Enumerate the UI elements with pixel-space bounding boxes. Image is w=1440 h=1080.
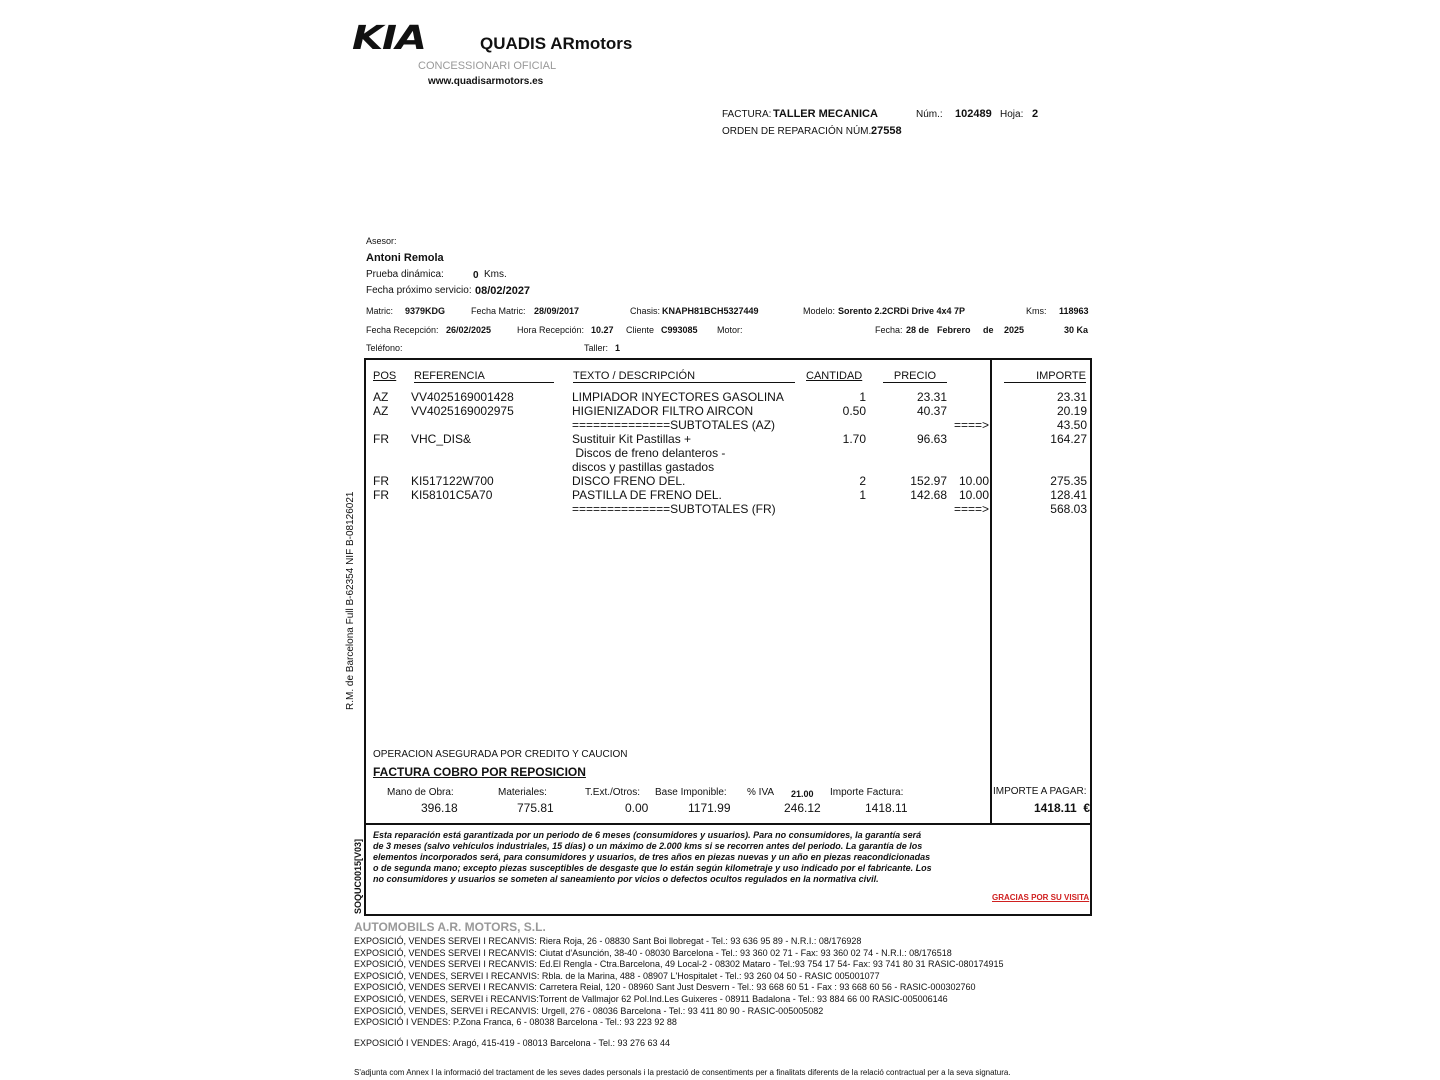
warranty-divider: [364, 823, 1092, 825]
row-ref: VV4025169002975: [411, 404, 514, 418]
subtotal-az-text: ==============SUBTOTALES (AZ): [572, 418, 776, 432]
side-code: SOQUC0015[V03]: [353, 838, 363, 914]
subtotal-fr-arrow: ====>: [953, 502, 989, 516]
warranty-line: Esta reparación está garantizada por un periodo de 6 meses (consumidores y usuarios). Para no consumidores, la garantía será: [373, 830, 922, 840]
operacion-text: OPERACION ASEGURADA POR CREDITO Y CAUCION: [373, 749, 628, 760]
frecep-value: 26/02/2025: [446, 325, 492, 335]
location-extra: EXPOSICIÓ I VENDES: Aragó, 415-419 - 08013 Barcelona - Tel.: 93 276 63 44: [354, 1038, 671, 1048]
row-texto: DISCO FRENO DEL.: [572, 474, 686, 488]
kms-value: 118963: [1059, 306, 1089, 316]
mano-value: 396.18: [421, 801, 458, 815]
dealer-sub: CONCESSIONARI OFICIAL: [418, 60, 557, 72]
row-precio: 23.31: [916, 390, 947, 404]
row-importe: 164.27: [1050, 432, 1087, 446]
company-name: AUTOMOBILS A.R. MOTORS, S.L.: [354, 920, 546, 934]
row-importe: 23.31: [1056, 390, 1087, 404]
row-pos: FR: [373, 488, 389, 502]
warranty-line: de 3 meses (salvo vehículos industriales, 15 días) o un máximo de 2.000 kms si se recorren antes del periodo. La garantía de los: [373, 841, 923, 851]
row-precio: 96.63: [916, 432, 947, 446]
side-registry: R.M. de Barcelona Full B-62354 NIF B-08126021: [345, 491, 356, 710]
row-texto: Sustituir Kit Pastillas +: [572, 432, 692, 446]
location-item: EXPOSICIÓ, VENDES SERVEI I RECANVIS: Carretera Reial, 120 - 08960 Sant Just Desvern - Tel.: 93 668 60 51 - Fax : 93 668 60 56 - RASIC-000302760: [354, 982, 976, 993]
subtotal-az-arrow: ====>: [953, 418, 989, 432]
hrecep-label: Hora Recepción:: [517, 325, 585, 335]
location-item: EXPOSICIÓ, VENDES SERVEI I RECANVIS: Ed.El Rengla - Ctra.Barcelona, 49 Local-2 - 08302 Mataro - Tel.:93 754 17 54- Fax: 93 741 80 31 RASIC-080174915: [354, 959, 1004, 970]
subtotal-fr-value: 568.03: [1050, 502, 1087, 516]
materiales-label: Materiales:: [498, 787, 547, 798]
fecha-code: 30 Ka: [1064, 325, 1089, 335]
row-pos: AZ: [373, 390, 389, 404]
subtotal-az-value: 43.50: [1056, 418, 1087, 432]
location-item: EXPOSICIÓ, VENDES, SERVEI i RECANVIS: Urgell, 276 - 08036 Barcelona - Tel.: 93 411 80 90 - RASIC-005005082: [354, 1005, 824, 1016]
kms-label: Kms:: [1026, 306, 1047, 316]
row-pos: AZ: [373, 404, 389, 418]
prueba-unit: Kms.: [484, 269, 507, 280]
asesor-name: Antoni Remola: [366, 252, 444, 264]
row-pos: FR: [373, 432, 389, 446]
row-cantidad: 1: [859, 390, 866, 404]
kia-logo: [352, 22, 458, 52]
header-precio: PRECIO: [883, 370, 947, 383]
num-label: Núm.:: [916, 109, 943, 120]
row-cantidad: 1.70: [842, 432, 866, 446]
row-texto: PASTILLA DE FRENO DEL.: [572, 488, 722, 502]
warranty-text: [373, 830, 932, 885]
fecha-month: Febrero: [937, 325, 971, 335]
header-ref: REFERENCIA: [414, 370, 554, 383]
row-ref: VV4025169001428: [411, 390, 514, 404]
location-item: EXPOSICIÓ I VENDES: P.Zona Franca, 6 - 08038 Barcelona - Tel.: 93 223 92 88: [354, 1017, 677, 1028]
location-item: EXPOSICIÓ, VENDES SERVEI I RECANVIS: Ciutat d'Asunción, 38-40 - 08030 Barcelona - Tel.: 93 360 02 71 - Fax: 93 360 02 74 - N.R.I.: 08/176518: [354, 947, 952, 958]
asesor-label: Asesor:: [366, 236, 397, 246]
row-pos: FR: [373, 474, 389, 488]
row-texto-cont: discos y pastillas gastados: [572, 460, 715, 474]
importe-divider: [990, 358, 992, 825]
hrecep-value: 10.27: [591, 325, 614, 335]
iva-pct: 21.00: [791, 789, 814, 799]
row-precio: 152.97: [910, 474, 947, 488]
row-importe: 275.35: [1050, 474, 1087, 488]
row-dto: 10.00: [958, 474, 989, 488]
header-pos: POS: [373, 370, 397, 382]
row-ref: KI517122W700: [411, 474, 494, 488]
telefono-label: Teléfono:: [366, 343, 403, 353]
prueba-value: 0: [473, 270, 479, 281]
fmatric-label: Fecha Matric:: [471, 306, 526, 316]
factura-label: FACTURA:: [722, 109, 772, 120]
row-precio: 142.68: [910, 488, 947, 502]
iva-label: % IVA: [747, 787, 775, 798]
proximo-value: 08/02/2027: [475, 285, 531, 297]
warranty-line: no consumidores y usuarios se someten al saneamiento por vicios o defectos ocultos regulados en la normativa civil.: [373, 874, 879, 884]
fecha-de: de: [983, 325, 994, 335]
motor-label: Motor:: [717, 325, 743, 335]
row-importe: 128.41: [1050, 488, 1087, 502]
importe-fact-label: Importe Factura:: [830, 787, 904, 798]
row-cantidad: 1: [859, 488, 866, 502]
row-texto: HIGIENIZADOR FILTRO AIRCON: [572, 404, 754, 418]
base-label: Base Imponible:: [655, 787, 727, 798]
location-item: EXPOSICIÓ, VENDES, SERVEI I RECANVIS: Rbla. de la Marina, 488 - 08907 L'Hospitalet - Tel.: 93 260 04 50 - RASIC 005001077: [354, 970, 880, 981]
proximo-label: Fecha próximo servicio:: [366, 285, 472, 296]
warranty-line: elementos incorporados será, para consumidores y usuarios, de tres años en piezas nuevas y un año en piezas reacondicionadas: [373, 852, 931, 862]
text-value: 0.00: [625, 801, 649, 815]
frecep-label: Fecha Recepción:: [366, 325, 439, 335]
fecha-year: 2025: [1004, 325, 1025, 335]
kia-logo-icon: [352, 22, 458, 52]
base-value: 1171.99: [688, 801, 731, 815]
factura-cobro: FACTURA COBRO POR REPOSICION: [373, 765, 586, 779]
header-importe: IMPORTE: [1004, 370, 1086, 383]
location-item: EXPOSICIÓ, VENDES, SERVEI i RECANVIS:Torrent de Vallmajor 62 Pol.Ind.Les Guixeres - 08911 Badalona - Tel.: 93 884 66 00 RASIC-005006146: [354, 993, 948, 1004]
mano-label: Mano de Obra:: [387, 787, 454, 798]
gracias-text: GRACIAS POR SU VISITA: [992, 893, 1090, 902]
prueba-label: Prueba dinámica:: [366, 269, 444, 280]
matric-value: 9379KDG: [405, 306, 446, 316]
row-precio: 40.37: [916, 404, 947, 418]
fmatric-value: 28/09/2017: [534, 306, 580, 316]
header-cantidad: CANTIDAD: [806, 370, 863, 382]
modelo-value: Sorento 2.2CRDi Drive 4x4 7P: [838, 306, 966, 316]
chasis-label: Chasis:: [630, 306, 661, 316]
orden-label: ORDEN DE REPARACIÓN NÚM.:: [722, 126, 875, 137]
row-cantidad: 0.50: [842, 404, 866, 418]
subtotal-fr-text: ==============SUBTOTALES (FR): [572, 502, 776, 516]
chasis-value: KNAPH81BCH5327449: [662, 306, 759, 316]
materiales-value: 775.81: [517, 801, 554, 815]
hoja-label: Hoja:: [1000, 109, 1024, 120]
warranty-line: o de segunda mano; excepto piezas susceptibles de desgaste que lo están según kilometraje y uso indicado por el fabricante. Los: [373, 863, 932, 873]
row-texto-cont: Discos de freno delanteros -: [572, 446, 726, 460]
modelo-label: Modelo:: [803, 306, 836, 316]
num-value: 102489: [955, 108, 992, 120]
iva-value: 246.12: [784, 801, 821, 815]
hoja-value: 2: [1032, 108, 1039, 120]
header-texto: TEXTO / DESCRIPCIÓN: [573, 370, 795, 383]
text-label: T.Ext./Otros:: [585, 787, 641, 798]
orden-value: 27558: [871, 125, 902, 137]
locations-list: [354, 936, 1004, 1029]
fecha-day: 28 de: [906, 325, 930, 335]
website-link[interactable]: www.quadisarmotors.es: [428, 76, 544, 87]
pagar-value: 1418.11 €: [1033, 801, 1090, 815]
dealer-name: QUADIS ARmotors: [480, 34, 633, 53]
row-cantidad: 2: [859, 474, 866, 488]
svg-text:KIA: KIA: [352, 22, 426, 52]
privacy-notice: S'adjunta com Annex I la informació del tractament de les seves dades personals i la prestació de consentiments per a finalitats diferents de la relació contractual per a la seva signatura.: [354, 1068, 1011, 1077]
matric-label: Matric:: [366, 306, 393, 316]
taller-value: 1: [615, 343, 621, 353]
taller-label: Taller:: [584, 343, 609, 353]
cliente-value: C993085: [661, 325, 698, 335]
fecha-label: Fecha:: [875, 325, 903, 335]
pagar-label: IMPORTE A PAGAR:: [993, 786, 1087, 797]
location-item: EXPOSICIÓ, VENDES SERVEI I RECANVIS: Riera Roja, 26 - 08830 Sant Boi llobregat - Tel.: 93 636 95 89 - N.R.I.: 08/176928: [354, 936, 862, 946]
row-dto: 10.00: [958, 488, 989, 502]
importe-fact-value: 1418.11: [865, 801, 908, 815]
row-ref: VHC_DIS&: [411, 432, 472, 446]
row-texto: LIMPIADOR INYECTORES GASOLINA: [572, 390, 784, 404]
row-importe: 20.19: [1056, 404, 1087, 418]
cliente-label: Cliente: [626, 325, 655, 335]
row-ref: KI58101C5A70: [411, 488, 493, 502]
factura-value: TALLER MECANICA: [773, 108, 878, 120]
